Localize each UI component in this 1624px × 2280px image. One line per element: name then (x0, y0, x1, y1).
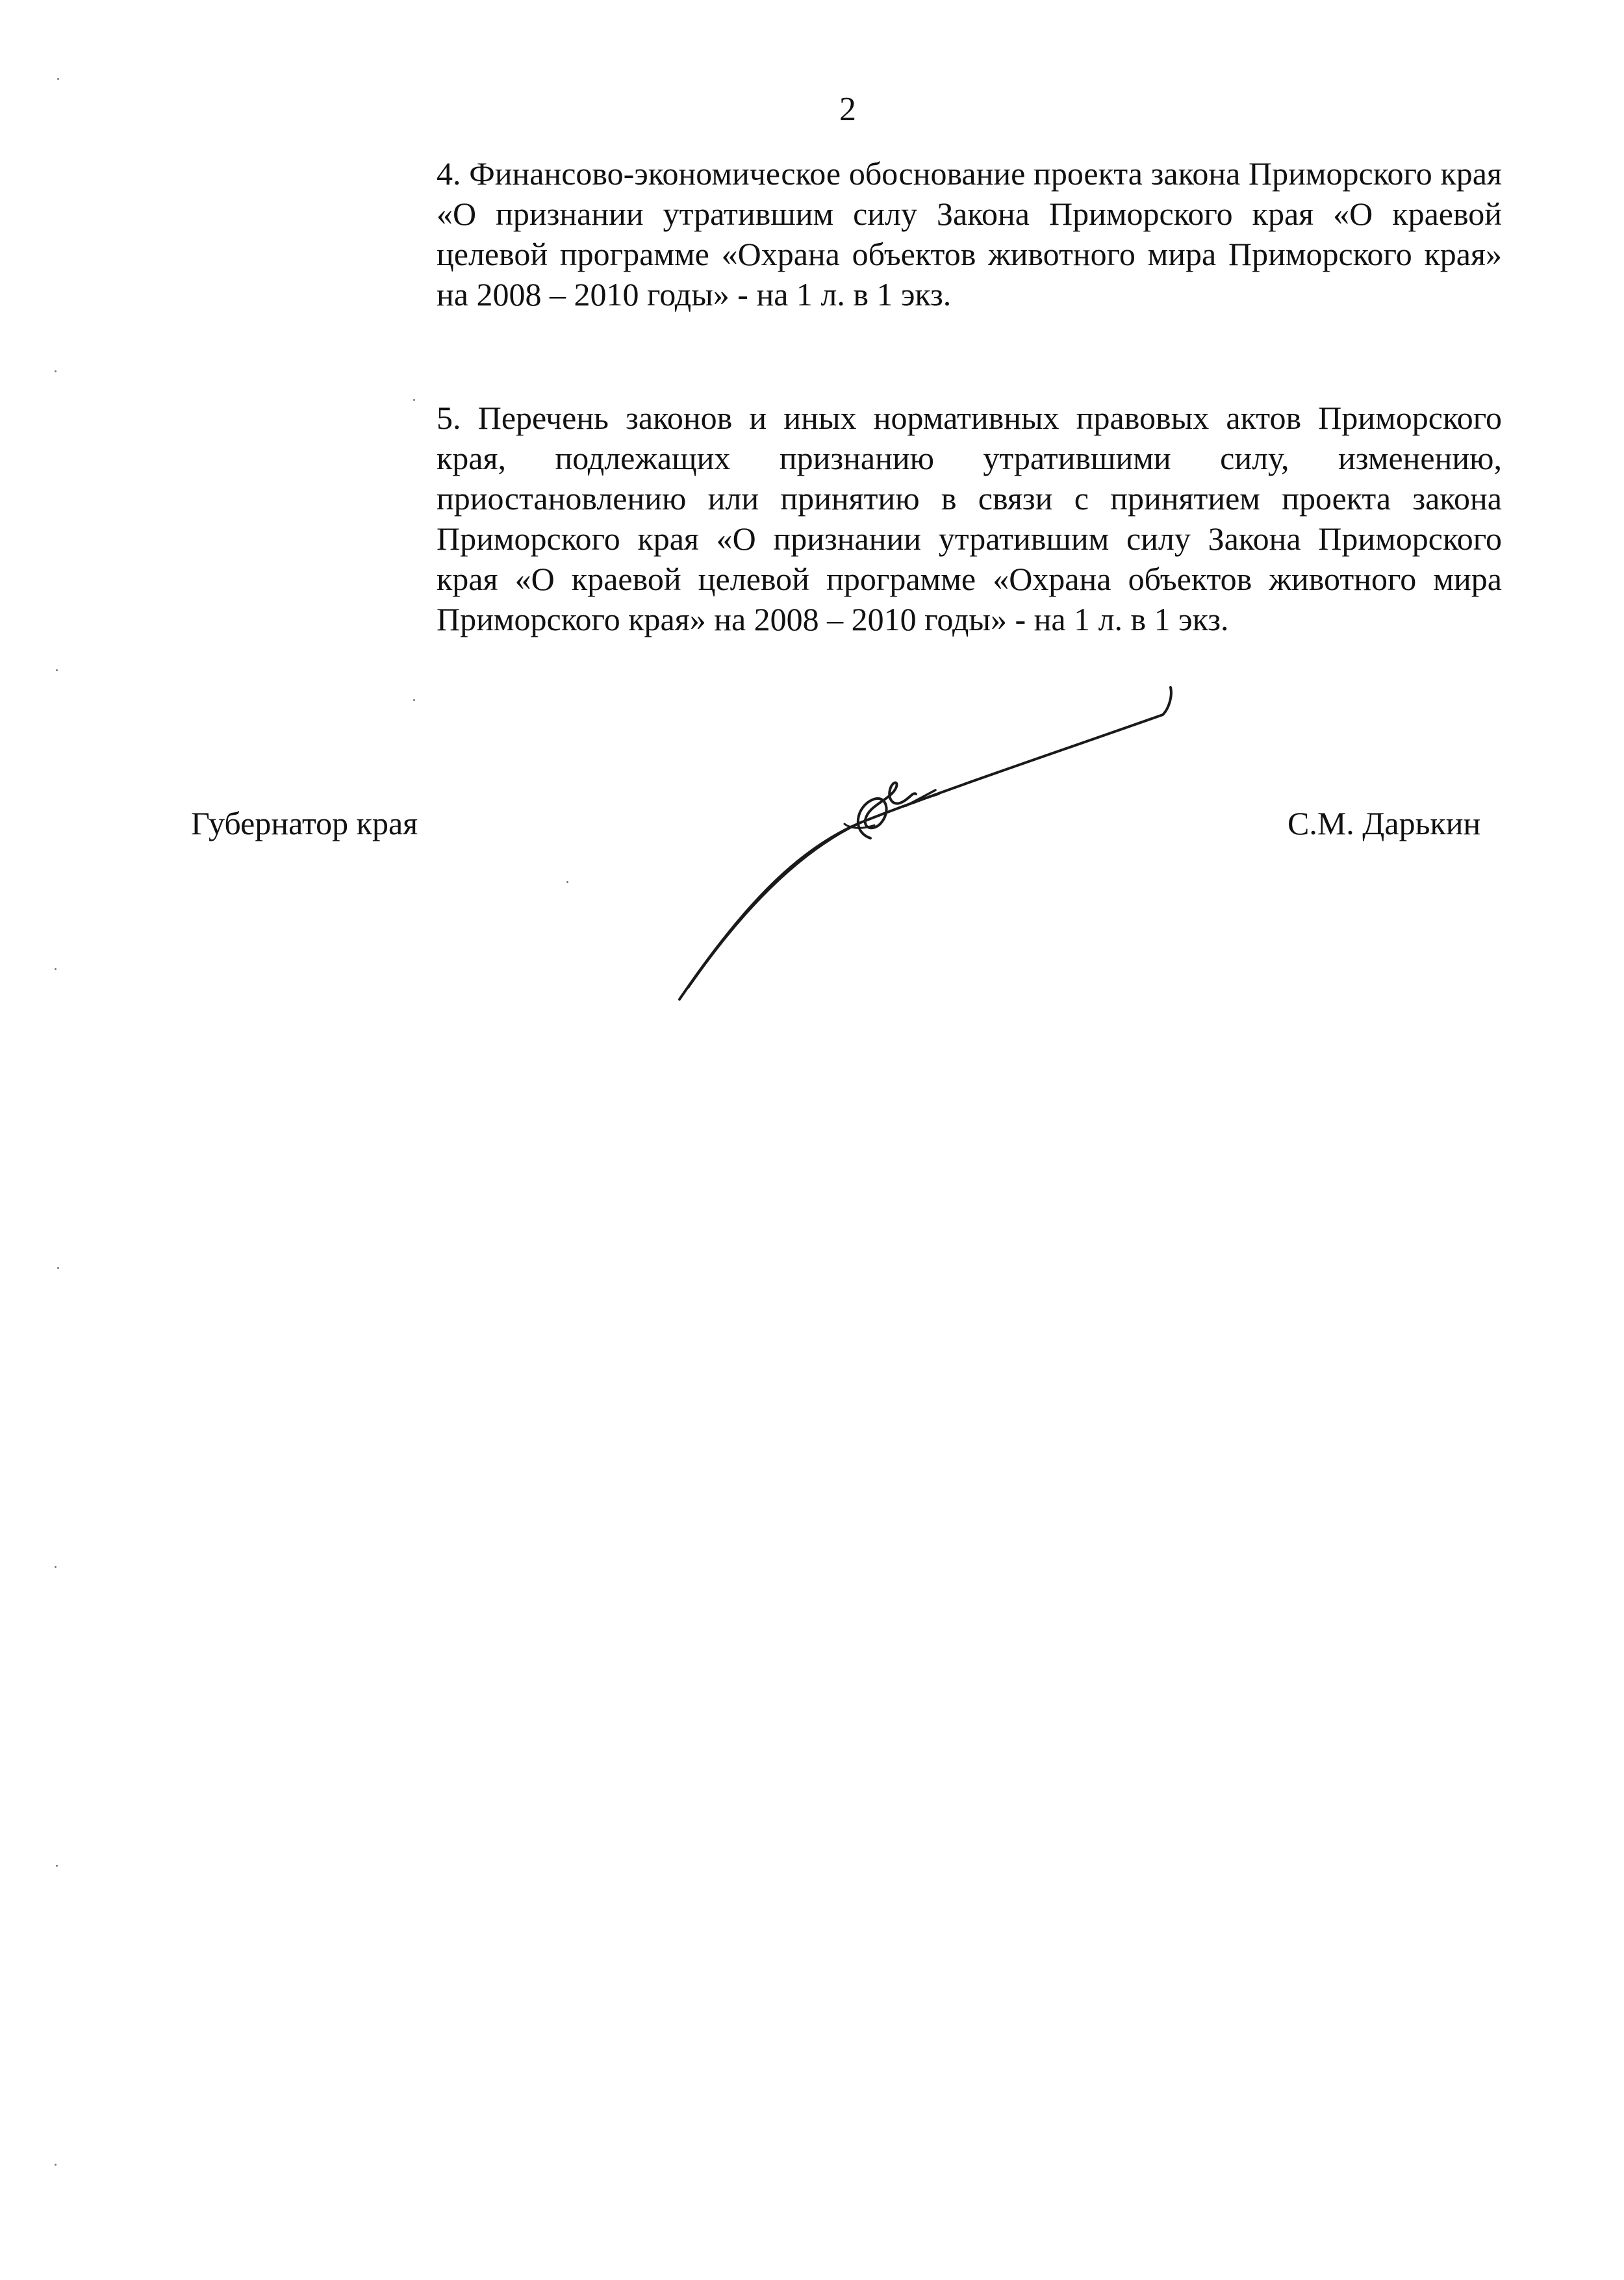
scan-speck (413, 699, 415, 701)
item-text: Финансово-экономическое обоснование проекта закона Приморского края «О признании утратившим силу Закона Приморского края «О краевой целевой программе «Охрана объектов животного мира Приморского края» на 2008 – 2010 годы» - на 1 л. в 1 экз. (437, 155, 1502, 313)
item-number: 4. (437, 155, 470, 192)
scan-speck (57, 78, 59, 80)
scan-speck (55, 2164, 57, 2166)
handwritten-signature (650, 676, 1195, 1014)
item-text: Перечень законов и иных нормативных правовых актов Приморского края, подлежащих признанию утратившими силу, изменению, приостановлению или принятию в связи с принятием проекта закона Приморского края «О признании утратившим силу Закона Приморского края «О краевой целевой программе «Охрана объектов животного мира Приморского края» на 2008 – 2010 годы» - на 1 л. в 1 экз. (437, 400, 1503, 637)
list-item (437, 398, 1502, 639)
scan-speck (55, 370, 57, 372)
scan-speck (55, 968, 57, 970)
signatory-position: Губернатор края (191, 805, 418, 841)
item-number: 5. (437, 400, 478, 436)
scan-speck (56, 669, 58, 671)
page-number: 2 (839, 91, 856, 128)
scan-speck (56, 1865, 58, 1867)
scan-speck (57, 1267, 59, 1269)
list-item (437, 153, 1502, 314)
scan-speck (55, 1566, 57, 1568)
signatory-name: С.М. Дарькин (1288, 805, 1481, 841)
scan-speck (413, 399, 415, 401)
scan-speck (566, 881, 568, 883)
